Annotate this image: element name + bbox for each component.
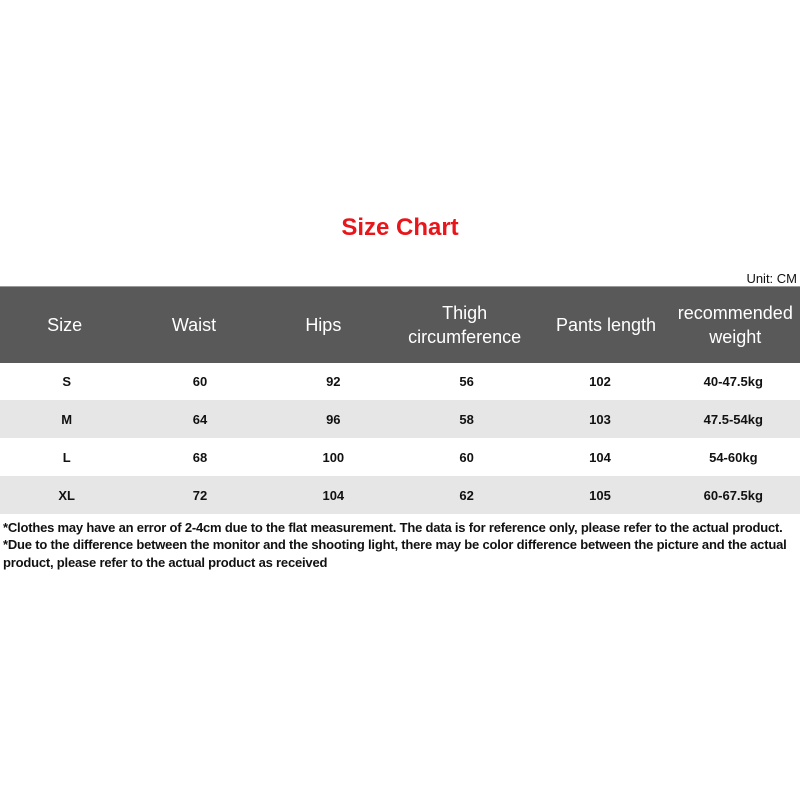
table-cell: 60 [459, 449, 474, 465]
table-cell: 100 [322, 449, 345, 465]
table-cell: 103 [589, 411, 611, 427]
table-cell: 92 [326, 373, 341, 389]
header-size: Size [47, 315, 83, 335]
table-cell: 102 [589, 373, 611, 389]
header-hips: Hips [305, 315, 342, 335]
table-cell: L [62, 449, 71, 465]
table-cell: 68 [192, 449, 208, 465]
table-cell: 60 [192, 373, 208, 389]
header-waist: Waist [171, 315, 217, 335]
header-pants-length: Pants length [555, 315, 657, 335]
table-row [0, 400, 800, 438]
unit-label: Unit: CM [746, 271, 797, 286]
table-row [0, 438, 800, 476]
table-row [0, 362, 800, 400]
table-cell: 64 [192, 411, 208, 427]
table-cell: 40-47.5kg [703, 373, 763, 389]
table-cell: 96 [326, 411, 341, 427]
table-cell: S [62, 373, 71, 389]
table-cell: 54-60kg [709, 449, 758, 465]
page-title: Size Chart [341, 214, 459, 241]
table-cell: 60-67.5kg [703, 487, 763, 503]
table-cell: 62 [459, 487, 474, 503]
table-header [0, 286, 800, 363]
header-weight: recommended weight [677, 303, 793, 347]
table-cell: 104 [322, 487, 345, 503]
table-cell: 72 [192, 487, 208, 503]
header-thigh: Thigh circumference [408, 303, 522, 347]
note: *Clothes may have an error of 2-4cm due to the flat measurement. The data is for reference only, please refer to the actual product. [3, 520, 783, 535]
table-cell: 56 [459, 373, 474, 389]
table-cell: 58 [459, 411, 474, 427]
table-cell: 105 [589, 487, 611, 503]
note: *Due to the difference between the monitor and the shooting light, there may be color difference between the picture and the actual product, please refer to the actual product as received [3, 537, 787, 570]
table-cell: 47.5-54kg [703, 411, 763, 427]
table-cell: 104 [589, 449, 611, 465]
table-row [0, 476, 800, 514]
notes [3, 519, 793, 571]
table-cell: XL [58, 487, 75, 503]
table-cell: M [61, 411, 73, 427]
